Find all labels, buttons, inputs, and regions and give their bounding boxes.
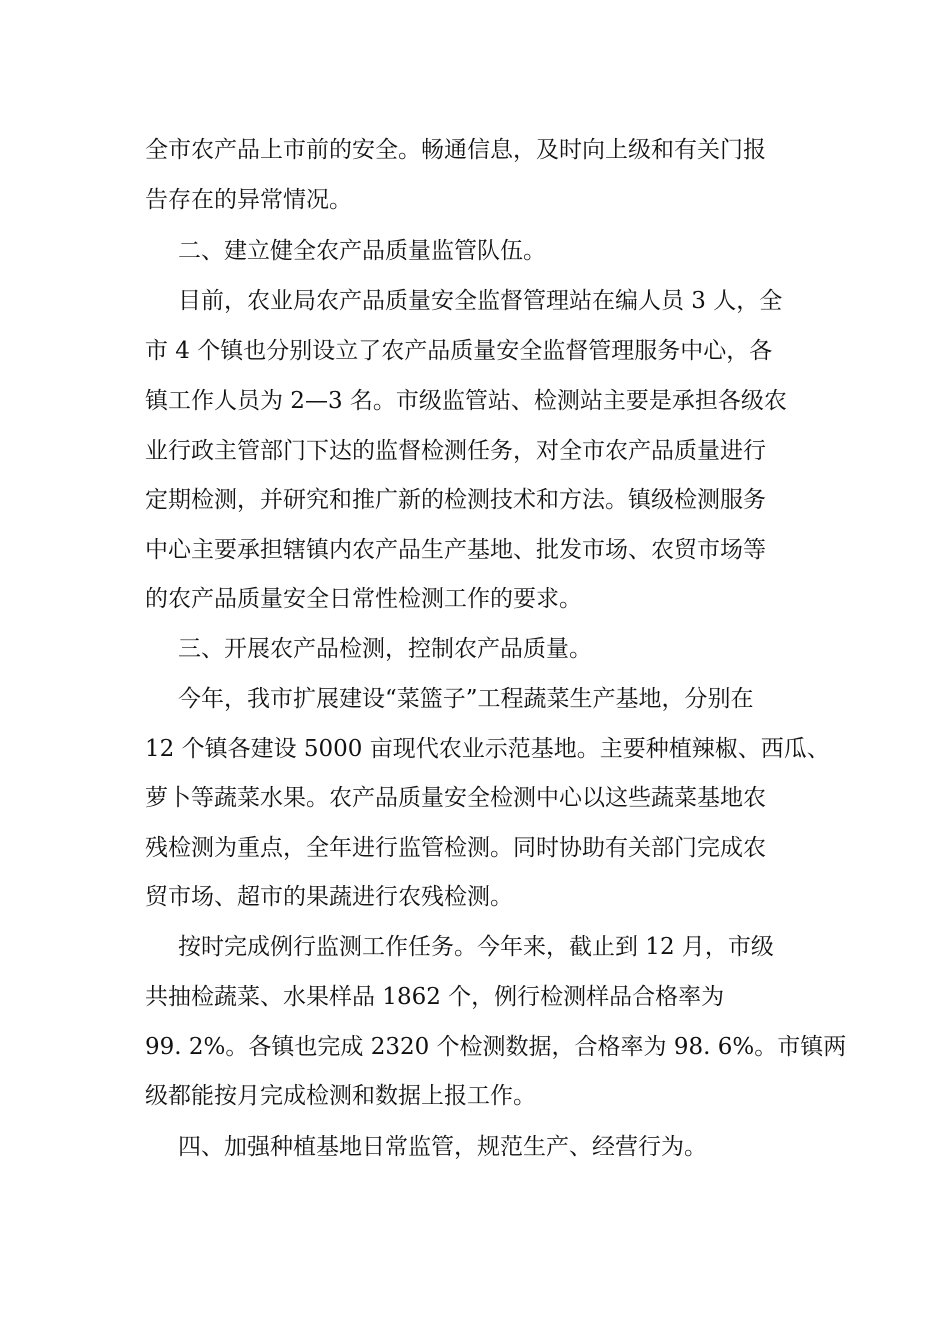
section-heading: 二、建立健全农产品质量监管队伍。 [178,238,546,264]
text-line: 共抽检蔬菜、水果样品 1862 个，例行检测样品合格率为 [145,984,725,1010]
section-heading: 三、开展农产品检测，控制农产品质量。 [178,636,592,662]
text-line: 12 个镇各建设 5000 亩现代农业示范基地。主要种植辣椒、西瓜、 [145,736,830,762]
text-line: 残检测为重点，全年进行监管检测。同时协助有关部门完成农 [145,835,766,861]
text-line: 目前，农业局农产品质量安全监督管理站在编人员 3 人，全 [178,288,783,314]
text-line: 99. 2%。各镇也完成 2320 个检测数据，合格率为 98. 6%。市镇两 [145,1034,847,1060]
text-line: 级都能按月完成检测和数据上报工作。 [145,1083,536,1109]
text-line: 贸市场、超市的果蔬进行农残检测。 [145,884,513,910]
text-line: 按时完成例行监测工作任务。今年来，截止到 12 月，市级 [178,934,774,960]
text-line: 全市农产品上市前的安全。畅通信息，及时向上级和有关门报 [145,137,766,163]
text-line: 今年，我市扩展建设“菜篮子”工程蔬菜生产基地，分别在 [178,686,754,712]
text-line: 告存在的异常情况。 [145,187,352,213]
section-heading: 四、加强种植基地日常监管，规范生产、经营行为。 [178,1134,707,1160]
text-line: 定期检测，并研究和推广新的检测技术和方法。镇级检测服务 [145,487,766,513]
text-line: 镇工作人员为 2—3 名。市级监管站、检测站主要是承担各级农 [145,388,787,414]
text-line: 业行政主管部门下达的监督检测任务，对全市农产品质量进行 [145,438,766,464]
text-line: 市 4 个镇也分别设立了农产品质量安全监督管理服务中心，各 [145,338,773,364]
text-line: 中心主要承担辖镇内农产品生产基地、批发市场、农贸市场等 [145,537,766,563]
text-line: 萝卜等蔬菜水果。农产品质量安全检测中心以这些蔬菜基地农 [145,785,766,811]
text-line: 的农产品质量安全日常性检测工作的要求。 [145,586,582,612]
